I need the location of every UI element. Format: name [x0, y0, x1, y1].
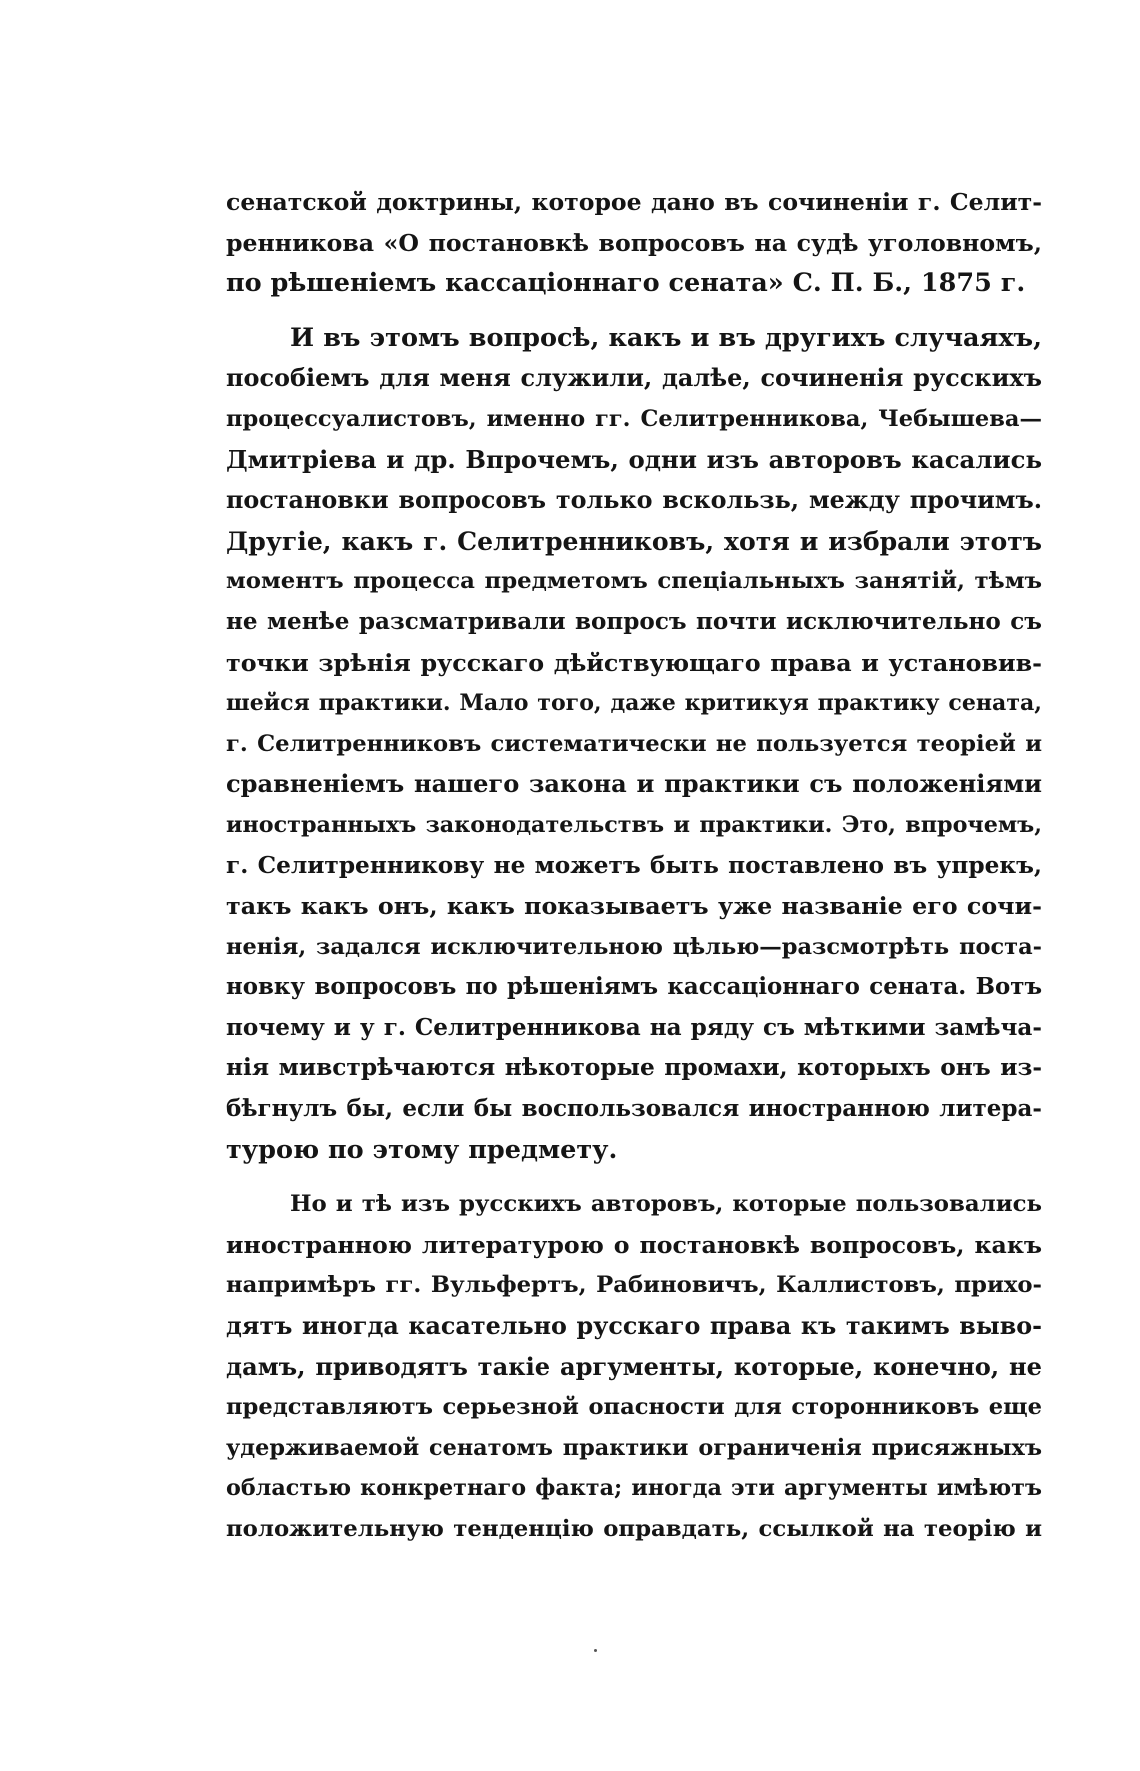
text-line: точки зрѣнія русскаго дѣйствующаго права и установив- — [226, 648, 1042, 677]
text-line: Дмитріева и др. Впрочемъ, одни изъ авторовъ касались — [226, 444, 1042, 474]
text-line: Другіе, какъ г. Селитренниковъ, хотя и избрали этотъ — [226, 525, 1042, 556]
text-line: положительную тенденцію оправдать, ссылкой на теорію и — [226, 1516, 1042, 1542]
text-line: г. Селитренниковъ систематически не пользуется теоріей и — [226, 730, 1042, 757]
text-line: моментъ процесса предметомъ спеціальныхъ занятій, тѣмъ — [226, 568, 1042, 595]
text-line: сравненіемъ нашего закона и практики съ положеніями — [226, 769, 1042, 799]
page-text — [226, 182, 1042, 1550]
paragraph-1 — [226, 182, 1042, 304]
text-line: сенатской доктрины, которое дано въ сочиненіи г. Селит- — [226, 188, 1042, 216]
text-line: представляютъ серьезной опасности для сторонниковъ еще — [226, 1394, 1042, 1421]
text-line: пособіемъ для меня служили, далѣе, сочиненія русскихъ — [226, 364, 1042, 393]
paragraph-3 — [226, 1184, 1042, 1549]
text-line: ренникова «О постановкѣ вопросовъ на судѣ уголовномъ, — [226, 228, 1042, 257]
text-line: по рѣшеніемъ кассаціоннаго сената» С. П. Б., 1875 г. — [226, 268, 1026, 299]
text-line: нія мивстрѣчаются нѣкоторые промахи, которыхъ онъ из- — [226, 1054, 1042, 1082]
text-line: такъ какъ онъ, какъ показываетъ уже названіе его сочи- — [226, 892, 1042, 921]
text-line: иностранною литературою о постановкѣ вопросовъ, какъ — [226, 1230, 1042, 1259]
text-line: напримѣръ гг. Вульфертъ, Рабиновичъ, Каллистовъ, прихо- — [226, 1272, 1042, 1299]
text-line: дятъ иногда касательно русскаго права къ такимъ выво- — [226, 1312, 1042, 1341]
paragraph-gap — [226, 1170, 1042, 1184]
text-line: турою по этому предмету. — [226, 1134, 618, 1165]
text-line: бѣгнулъ бы, если бы воспользовался иностранною литера- — [226, 1095, 1042, 1123]
text-line: дамъ, приводятъ такіе аргументы, которые, конечно, не — [226, 1351, 1042, 1381]
text-line: постановки вопросовъ только вскользь, между прочимъ. — [226, 486, 1042, 515]
text-line: областью конкретнаго факта; иногда эти аргументы имѣютъ — [226, 1475, 1042, 1502]
text-line: г. Селитренникову не можетъ быть поставлено въ упрекъ, — [226, 851, 1042, 879]
text-line: И въ этомъ вопросѣ, какъ и въ другихъ случаяхъ, — [290, 322, 1042, 353]
paragraph-2 — [226, 318, 1042, 1170]
text-line: удерживаемой сенатомъ практики ограниченія присяжныхъ — [226, 1434, 1042, 1461]
text-line: новку вопросовъ по рѣшеніямъ кассаціоннаго сената. Вотъ — [226, 974, 1042, 1001]
text-line: ненія, задался исключительною цѣлью—разсмотрѣть поста- — [226, 933, 1042, 960]
scan-speck — [594, 1649, 597, 1652]
text-line: иностранныхъ законодательствъ и практики. Это, впрочемъ, — [226, 811, 1042, 838]
text-line: процессуалистовъ, именно гг. Селитренникова, Чебышева— — [226, 405, 1042, 432]
text-line: не менѣе разсматривали вопросъ почти исключительно съ — [226, 607, 1042, 635]
text-line: почему и у г. Селитренникова на ряду съ мѣткими замѣча- — [226, 1013, 1042, 1041]
text-line: Но и тѣ изъ русскихъ авторовъ, которые пользовались — [290, 1191, 1042, 1218]
paragraph-gap — [226, 304, 1042, 318]
text-line: шейся практики. Мало того, даже критикуя практику сената, — [226, 690, 1042, 717]
